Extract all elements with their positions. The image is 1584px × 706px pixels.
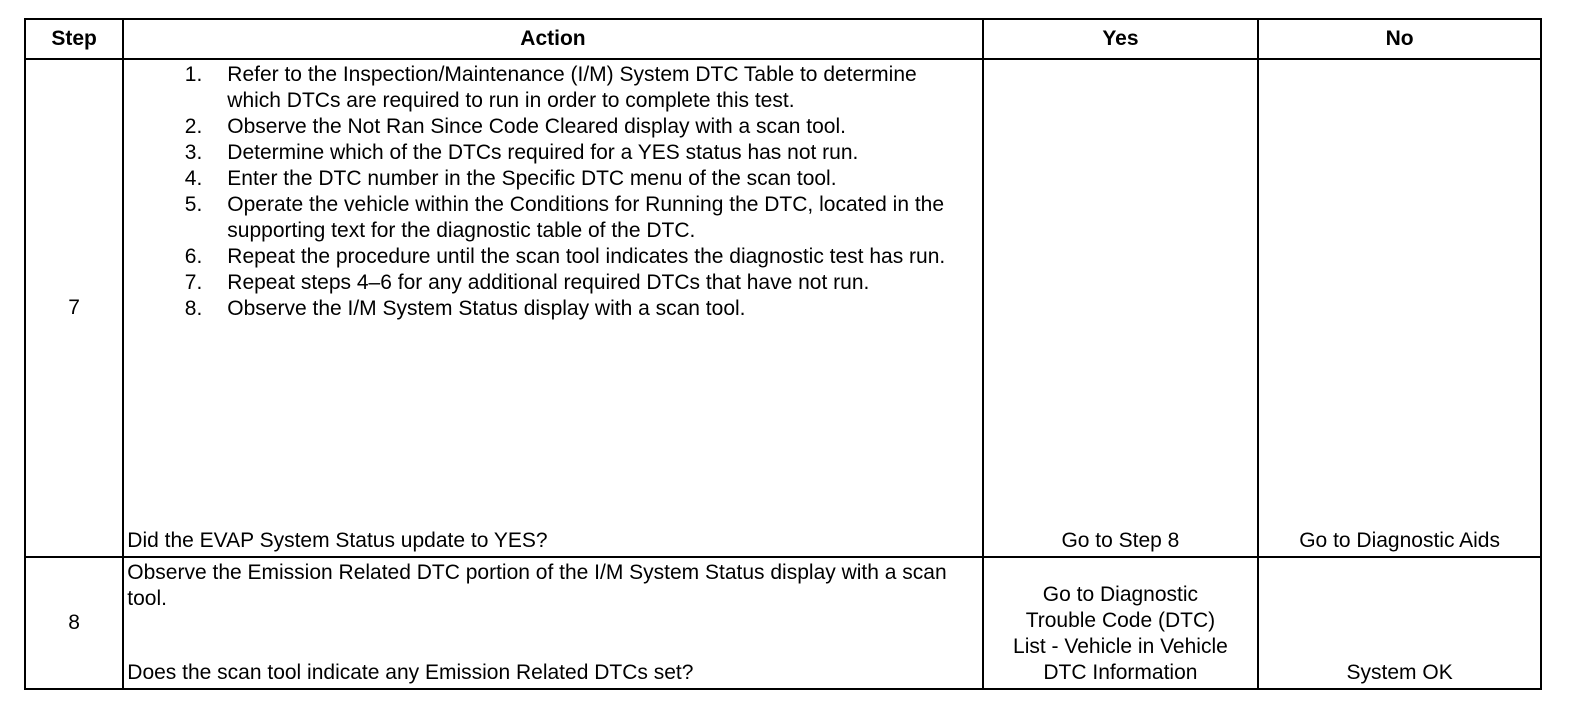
step-question: Did the EVAP System Status update to YES?	[127, 529, 548, 552]
yes-cell	[983, 557, 1259, 689]
list-item: 7. Repeat steps 4–6 for any additional required DTCs that have not run.	[184, 271, 870, 294]
yes-result: Go to Step 8	[1061, 529, 1180, 552]
action-cell	[123, 557, 982, 689]
table-row-step-7	[25, 59, 1541, 557]
list-item: 4. Enter the DTC number in the Specific DTC menu of the scan tool.	[184, 167, 837, 190]
yes-cell	[983, 59, 1259, 557]
action-steps-list	[124, 60, 981, 322]
list-item: 6. Repeat the procedure until the scan tool indicates the diagnostic test has run.	[184, 245, 946, 268]
no-cell	[1258, 59, 1541, 557]
no-result: System OK	[1346, 661, 1453, 684]
yes-result: Go to Diagnostic Trouble Code (DTC) List - Vehicle in Vehicle DTC Information	[1013, 583, 1228, 684]
action-text: Observe the Emission Related DTC portion of the I/M System Status display with a scan tool.	[127, 561, 947, 610]
header-step: Step	[25, 19, 123, 59]
list-item: 2. Observe the Not Ran Since Code Cleared display with a scan tool.	[184, 115, 846, 138]
step-question: Does the scan tool indicate any Emission Related DTCs set?	[127, 661, 694, 684]
table-row-step-8	[25, 557, 1541, 689]
list-item: 3. Determine which of the DTCs required for a YES status has not run.	[184, 141, 859, 164]
diagnostic-table	[24, 18, 1542, 690]
header-action: Action	[123, 19, 982, 59]
action-cell	[123, 59, 982, 557]
list-item: 8. Observe the I/M System Status display with a scan tool.	[184, 297, 746, 320]
step-number: 8	[25, 557, 123, 689]
list-item: 5. Operate the vehicle within the Conditions for Running the DTC, located in the supporting text for the diagnostic table of the DTC.	[184, 193, 945, 242]
list-item: 1. Refer to the Inspection/Maintenance (I/M) System DTC Table to determine which DTCs are required to run in order to complete this test.	[184, 63, 917, 112]
header-row	[25, 19, 1541, 59]
no-result: Go to Diagnostic Aids	[1299, 529, 1500, 552]
no-cell	[1258, 557, 1541, 689]
header-no: No	[1258, 19, 1541, 59]
header-yes: Yes	[983, 19, 1259, 59]
step-number: 7	[25, 59, 123, 557]
